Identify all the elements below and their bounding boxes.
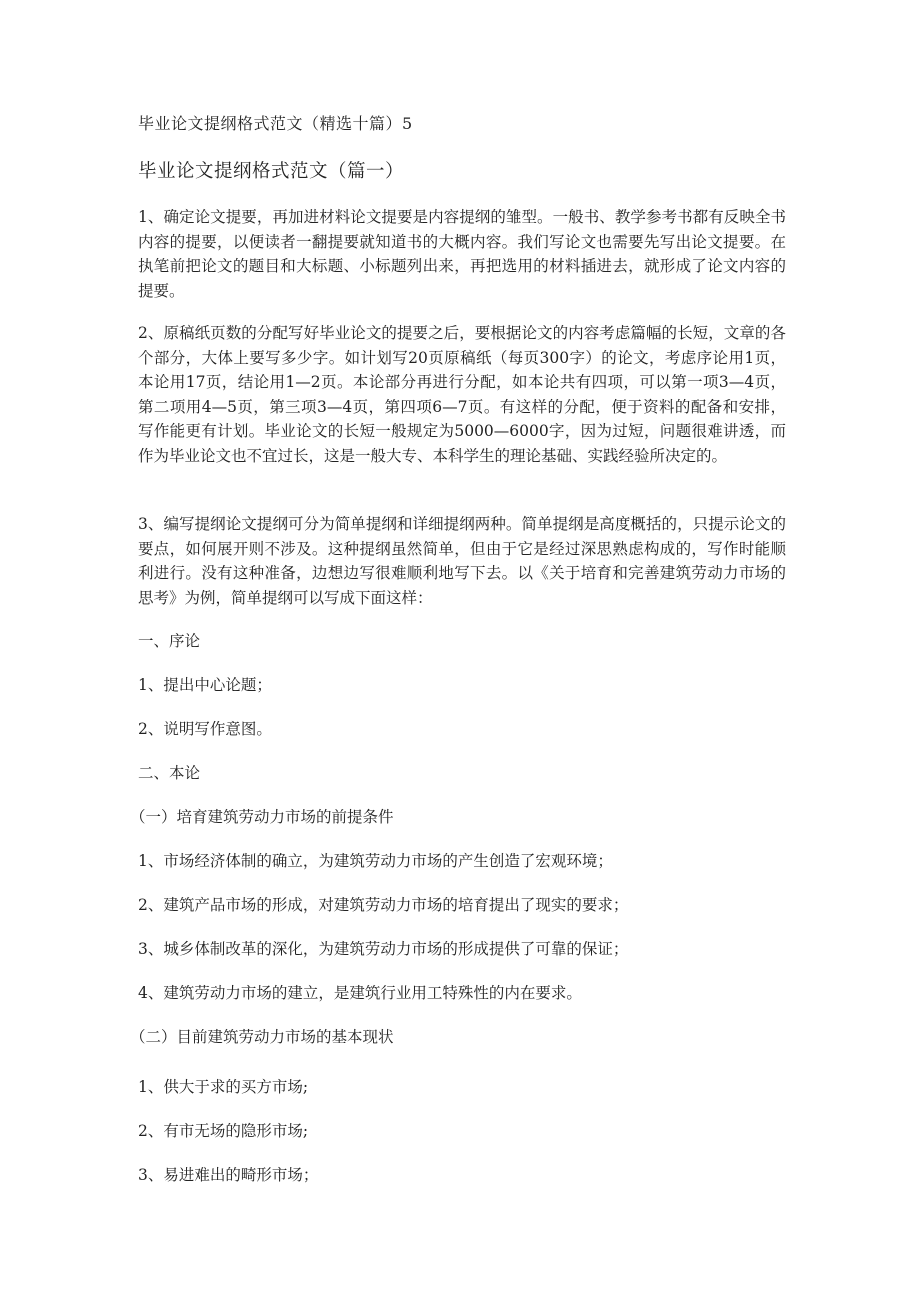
outline-item: 3、城乡体制改革的深化，为建筑劳动力市场的形成提供了可靠的保证； <box>138 940 629 958</box>
outline-item: 1、提出中心论题； <box>138 676 272 694</box>
outline-item: （二）目前建筑劳动力市场的基本现状 <box>130 1028 394 1046</box>
outline-item: 一、序论 <box>138 632 201 650</box>
outline-item: 4、建筑劳动力市场的建立，是建筑行业用工特殊性的内在要求。 <box>138 984 582 1002</box>
outline-item: 1、供大于求的买方市场; <box>138 1078 309 1096</box>
paragraph-3: 3、编写提纲论文提纲可分为简单提纲和详细提纲两种。简单提纲是高度概括的，只提示论文的要点，如何展开则不涉及。这种提纲虽然简单，但由于它是经过深思熟虑构成的，写作时能顺利进行。没有这种准备，边想边写很难顺利地写下去。以《关于培育和完善建筑劳动力市场的思考》为例，简单提纲可以写成下面这样： <box>138 515 786 607</box>
outline-item: 1、市场经济体制的确立，为建筑劳动力市场的产生创造了宏观环境； <box>138 852 613 870</box>
outline-item: 2、说明写作意图。 <box>138 720 272 738</box>
outline-item: （一）培育建筑劳动力市场的前提条件 <box>130 808 394 826</box>
paragraph-1: 1、确定论文提要，再加进材料论文提要是内容提纲的雏型。一般书、教学参考书都有反映全书内容的提要，以便读者一翻提要就知道书的大概内容。我们写论文也需要先写出论文提要。在执笔前把论文的题目和大标题、小标题列出来，再把选用的材料插进去，就形成了论文内容的提要。 <box>138 208 786 300</box>
document-title: 毕业论文提纲格式范文（精选十篇）5 <box>138 114 413 133</box>
outline-item: 3、易进难出的畸形市场； <box>138 1166 319 1184</box>
outline-item: 2、有市无场的隐形市场; <box>138 1122 309 1140</box>
outline-item: 二、本论 <box>138 764 201 782</box>
outline-item: 2、建筑产品市场的形成，对建筑劳动力市场的培育提出了现实的要求； <box>138 896 629 914</box>
paragraph-2: 2、原稿纸页数的分配写好毕业论文的提要之后，要根据论文的内容考虑篇幅的长短，文章的各个部分，大体上要写多少字。如计划写20页原稿纸（每页300字）的论文，考虑序论用1页，本论用17页，结论用1—2页。本论部分再进行分配，如本论共有四项，可以第一项3—4页，第二项用4—5页，第三项3—4页，第四项6—7页。有这样的分配，便于资料的配备和安排，写作能更有计划。毕业论文的长短一般规定为5000—6000字，因为过短，问题很难讲透，而作为毕业论文也不宜过长，这是一般大专、本科学生的理论基础、实践经验所决定的。 <box>138 324 786 465</box>
section-heading: 毕业论文提纲格式范文（篇一） <box>138 161 405 182</box>
